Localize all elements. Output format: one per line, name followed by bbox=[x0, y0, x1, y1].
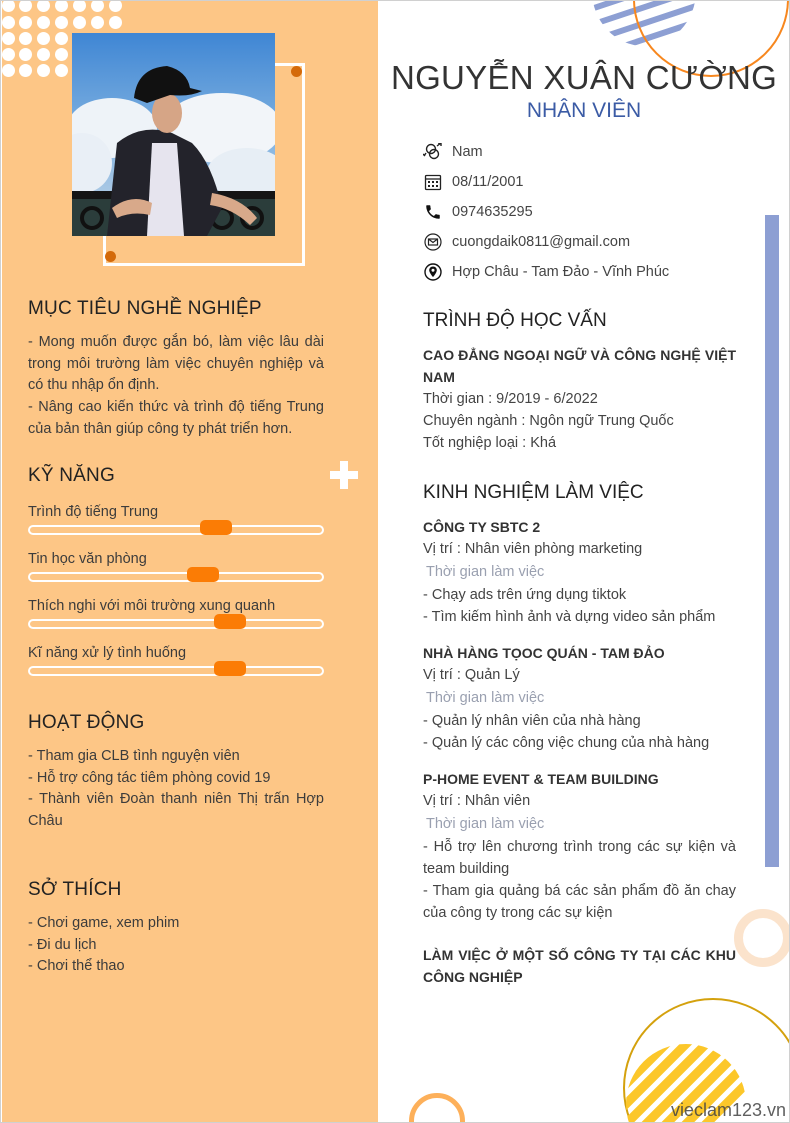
contact-phone bbox=[422, 197, 669, 227]
education-line: Chuyên ngành : Ngôn ngữ Trung Quốc bbox=[423, 413, 674, 429]
job-duty: - Chạy ads trên ứng dụng tiktok bbox=[423, 587, 627, 603]
skill-track bbox=[28, 619, 324, 629]
contact-address bbox=[422, 257, 669, 287]
job-duty: - Quản lý nhân viên của nhà hàng bbox=[423, 713, 641, 729]
skill-item bbox=[28, 597, 324, 644]
experience-title: KINH NGHIỆM LÀM VIỆC bbox=[423, 482, 644, 503]
skill-label: Trình độ tiếng Trung bbox=[28, 504, 159, 520]
skill-item bbox=[28, 550, 324, 597]
hobby-line: - Chơi game, xem phim bbox=[28, 915, 180, 931]
job-position: Vị trí : Nhân viên bbox=[423, 793, 531, 809]
contact-list bbox=[422, 137, 669, 287]
skills-title: KỸ NĂNG bbox=[28, 465, 115, 486]
skill-level-knob bbox=[214, 661, 246, 676]
activities-section bbox=[28, 712, 324, 833]
email-icon bbox=[422, 231, 444, 253]
company-name: CÔNG TY SBTC 2 bbox=[423, 519, 541, 535]
gender-value: Nam bbox=[452, 144, 483, 160]
address-value: Hợp Châu - Tam Đảo - Vĩnh Phúc bbox=[452, 264, 670, 280]
skill-track bbox=[28, 666, 324, 676]
left-column bbox=[2, 1, 378, 1123]
job-time: Thời gian làm việc bbox=[426, 564, 545, 580]
job-entry bbox=[423, 768, 736, 924]
candidate-name: NGUYỄN XUÂN CƯỜNG bbox=[390, 59, 778, 96]
skill-level-knob bbox=[214, 614, 246, 629]
company-name: P-HOME EVENT & TEAM BUILDING bbox=[423, 771, 659, 787]
birthdate-value: 08/11/2001 bbox=[452, 174, 524, 190]
activity-line: - Thành viên Đoàn thanh niên Thị trấn Hợp Châu bbox=[28, 791, 324, 830]
gender-icon bbox=[422, 141, 444, 163]
job-duty: - Quản lý các công việc chung của nhà hàng bbox=[423, 735, 710, 751]
right-column bbox=[378, 1, 790, 1123]
objective-section bbox=[28, 298, 324, 441]
education-section bbox=[423, 310, 736, 454]
education-line: Tốt nghiệp loại : Khá bbox=[423, 435, 557, 451]
location-pin-icon bbox=[422, 261, 444, 283]
school-name: CAO ĐẲNG NGOẠI NGỮ VÀ CÔNG NGHỆ VIỆT NAM bbox=[423, 347, 736, 385]
skill-label: Tin học văn phòng bbox=[28, 551, 147, 567]
contact-gender bbox=[422, 137, 669, 167]
email-value: cuongdaik0811@gmail.com bbox=[452, 234, 631, 250]
job-time: Thời gian làm việc bbox=[426, 690, 545, 706]
hobbies-section bbox=[28, 879, 324, 978]
job-entry bbox=[423, 642, 736, 754]
job-entry bbox=[423, 516, 736, 628]
activity-line: - Hỗ trợ công tác tiêm phòng covid 19 bbox=[28, 769, 271, 786]
ring-decoration bbox=[734, 909, 790, 967]
skill-item bbox=[28, 644, 324, 691]
objective-line: - Mong muốn được gắn bó, làm việc lâu dài trong môi trường làm việc chuyên nghiệp và có thu nhập ổn định. bbox=[28, 334, 324, 394]
other-experience: LÀM VIỆC Ở MỘT SỐ CÔNG TY TẠI CÁC KHU CÔNG NGHIỆP bbox=[423, 947, 736, 985]
candidate-role: NHÂN VIÊN bbox=[526, 99, 642, 122]
watermark: vieclam123.vn bbox=[670, 1100, 786, 1120]
plus-decoration-icon bbox=[330, 461, 358, 489]
skills-section bbox=[28, 465, 324, 691]
skill-label: Kĩ năng xử lý tình huống bbox=[28, 645, 187, 661]
skill-item bbox=[28, 503, 324, 550]
contact-email bbox=[422, 227, 669, 257]
phone-icon bbox=[422, 201, 444, 223]
job-duty: - Tìm kiếm hình ảnh và dựng video sản phẩm bbox=[423, 609, 716, 625]
job-duty: - Hỗ trợ lên chương trình trong các sự kiện và team building bbox=[423, 839, 736, 877]
phone-value: 0974635295 bbox=[452, 204, 533, 220]
skill-level-knob bbox=[200, 520, 232, 535]
decorative-side-bar bbox=[765, 215, 779, 867]
activities-title: HOẠT ĐỘNG bbox=[28, 712, 145, 733]
job-duty: - Tham gia quảng bá các sản phẩm đồ ăn chay của công ty trong các sự kiện bbox=[423, 883, 736, 921]
skill-level-knob bbox=[187, 567, 219, 582]
calendar-icon bbox=[422, 171, 444, 193]
hobby-line: - Đi du lịch bbox=[28, 936, 97, 953]
education-line: Thời gian : 9/2019 - 6/2022 bbox=[423, 391, 598, 407]
education-title: TRÌNH ĐỘ HỌC VẤN bbox=[423, 310, 607, 331]
skill-track bbox=[28, 572, 324, 582]
activity-line: - Tham gia CLB tình nguyện viên bbox=[28, 748, 240, 764]
frame-dot bbox=[291, 66, 302, 77]
profile-photo bbox=[72, 33, 275, 236]
skill-label: Thích nghi với môi trường xung quanh bbox=[28, 598, 276, 614]
job-position: Vị trí : Quản Lý bbox=[423, 667, 520, 683]
job-position: Vị trí : Nhân viên phòng marketing bbox=[423, 541, 643, 557]
skill-track bbox=[28, 525, 324, 535]
hobby-line: - Chơi thể thao bbox=[28, 958, 125, 975]
objective-title: MỤC TIÊU NGHỀ NGHIỆP bbox=[28, 298, 262, 319]
company-name: NHÀ HÀNG TỌOC QUÁN - TAM ĐẢO bbox=[423, 645, 665, 661]
ring-decoration bbox=[409, 1093, 465, 1123]
objective-line: - Nâng cao kiến thức và trình độ tiếng Trung của bản thân giúp công ty phát triển hơn. bbox=[28, 399, 324, 437]
job-time: Thời gian làm việc bbox=[426, 816, 545, 832]
contact-birthdate bbox=[422, 167, 669, 197]
frame-dot bbox=[105, 251, 116, 262]
hobbies-title: SỞ THÍCH bbox=[28, 879, 122, 900]
experience-section bbox=[423, 482, 736, 988]
